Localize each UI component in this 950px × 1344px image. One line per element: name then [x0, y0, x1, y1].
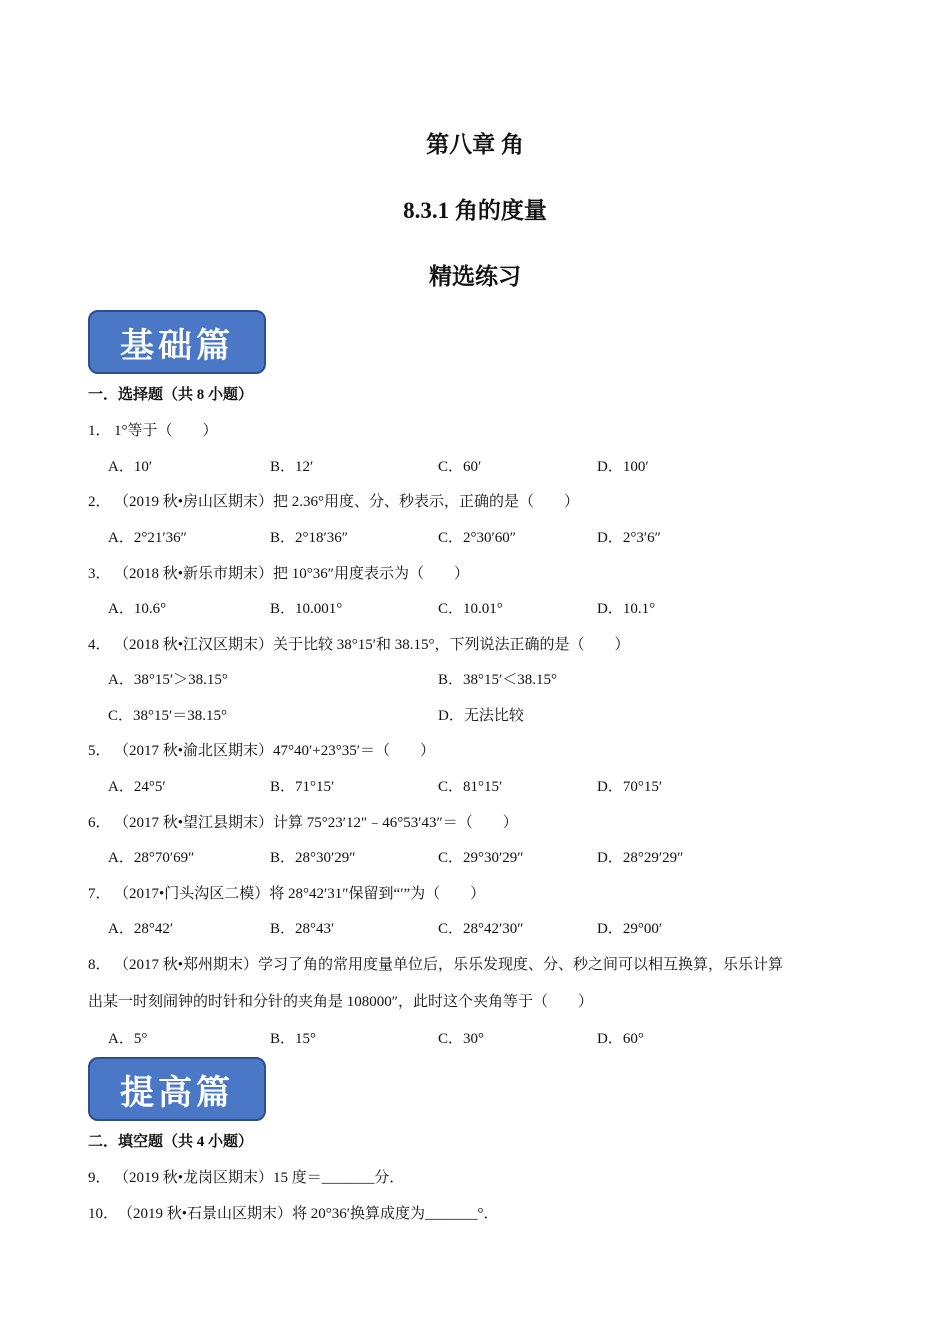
option-d: D．29°00′	[597, 921, 663, 937]
option-d: D．28°29′29″	[597, 850, 684, 866]
option-b: B．38°15′＜38.15°	[438, 672, 558, 688]
question-number: 7．	[88, 886, 111, 902]
question-3	[88, 562, 469, 583]
chapter-title: 第八章 角	[426, 132, 524, 157]
fill-section-heading: 二．填空题（共 4 小题）	[88, 1134, 254, 1150]
option-d: D．60°	[597, 1031, 644, 1047]
question-number: 4．	[88, 637, 111, 653]
practice-subtitle: 精选练习	[429, 264, 521, 289]
question-4	[88, 633, 630, 654]
option-a: A．24°5′	[108, 779, 166, 795]
option-a: A．28°70′69″	[108, 850, 195, 866]
question-2	[88, 490, 579, 511]
question-text: （2018 秋•新乐市期末）把 10°36″用度表示为（ ）	[114, 566, 469, 582]
question-text: （2017 秋•渝北区期末）47°40′+23°35′＝（ ）	[114, 743, 436, 759]
question-text: （2017 秋•郑州期末）学习了角的常用度量单位后，乐乐发现度、分、秒之间可以相互换算，乐乐计算	[114, 957, 784, 973]
option-b: B．10.001°	[270, 601, 343, 617]
option-b: B．28°43′	[270, 921, 335, 937]
question-6	[88, 811, 518, 832]
option-a: A．10′	[108, 459, 153, 475]
question-number: 10．	[88, 1206, 119, 1222]
option-c: C．81°15′	[438, 779, 503, 795]
question-text: （2017•门头沟区二模）将 28°42′31″保留到“′”为（ ）	[114, 886, 486, 902]
option-b: B．71°15′	[270, 779, 335, 795]
option-a: A．28°42′	[108, 921, 174, 937]
option-b: B．15°	[270, 1031, 317, 1047]
question-text: （2018 秋•江汉区期末）关于比较 38°15′和 38.15°，下列说法正确的是（ ）	[114, 637, 630, 653]
option-c: C．10.01°	[438, 601, 503, 617]
option-d: D．2°3′6″	[597, 530, 661, 546]
question-9	[88, 1166, 404, 1187]
question-number: 3．	[88, 566, 111, 582]
section-title: 8.3.1 角的度量	[403, 198, 547, 223]
question-number: 1．	[88, 423, 111, 439]
option-c: C．60′	[438, 459, 482, 475]
question-number: 6．	[88, 815, 111, 831]
basic-banner: 基础篇	[88, 310, 266, 374]
option-d: D．无法比较	[438, 708, 524, 724]
option-a: A．5°	[108, 1031, 148, 1047]
option-c: C．2°30′60″	[438, 530, 517, 546]
option-c: C．28°42′30″	[438, 921, 524, 937]
question-text: 1°等于（ ）	[114, 423, 218, 439]
question-5	[88, 739, 435, 760]
option-b: B．12′	[270, 459, 314, 475]
option-a: A．10.6°	[108, 601, 167, 617]
choice-section-heading: 一．选择题（共 8 小题）	[88, 387, 254, 403]
question-number: 2．	[88, 494, 111, 510]
question-1	[88, 419, 218, 440]
question-text: （2019 秋•房山区期末）把 2.36°用度、分、秒表示，正确的是（ ）	[114, 494, 580, 510]
option-d: D．70°15′	[597, 779, 663, 795]
question-number: 9．	[88, 1170, 111, 1186]
option-c: C．38°15′＝38.15°	[108, 708, 228, 724]
option-b: B．2°18′36″	[270, 530, 349, 546]
advanced-banner: 提高篇	[88, 1057, 266, 1121]
question-text: （2019 秋•石景山区期末）将 20°36′换算成度为_______°．	[118, 1206, 499, 1222]
question-number: 5．	[88, 743, 111, 759]
question-8	[88, 953, 783, 974]
option-d: D．10.1°	[597, 601, 656, 617]
question-7	[88, 882, 485, 903]
question-text: （2017 秋•望江县期末）计算 75°23′12″﹣46°53′43″＝（ ）	[114, 815, 518, 831]
option-c: C．30°	[438, 1031, 485, 1047]
option-d: D．100′	[597, 459, 649, 475]
option-c: C．29°30′29″	[438, 850, 524, 866]
question-text: （2019 秋•龙岗区期末）15 度＝_______分．	[114, 1170, 405, 1186]
question-8-continuation: 出某一时刻闹钟的时针和分针的夹角是 108000″，此时这个夹角等于（ ）	[88, 994, 594, 1010]
option-a: A．2°21′36″	[108, 530, 187, 546]
option-b: B．28°30′29″	[270, 850, 356, 866]
question-number: 8．	[88, 957, 111, 973]
question-10	[88, 1202, 499, 1223]
option-a: A．38°15′＞38.15°	[108, 672, 228, 688]
